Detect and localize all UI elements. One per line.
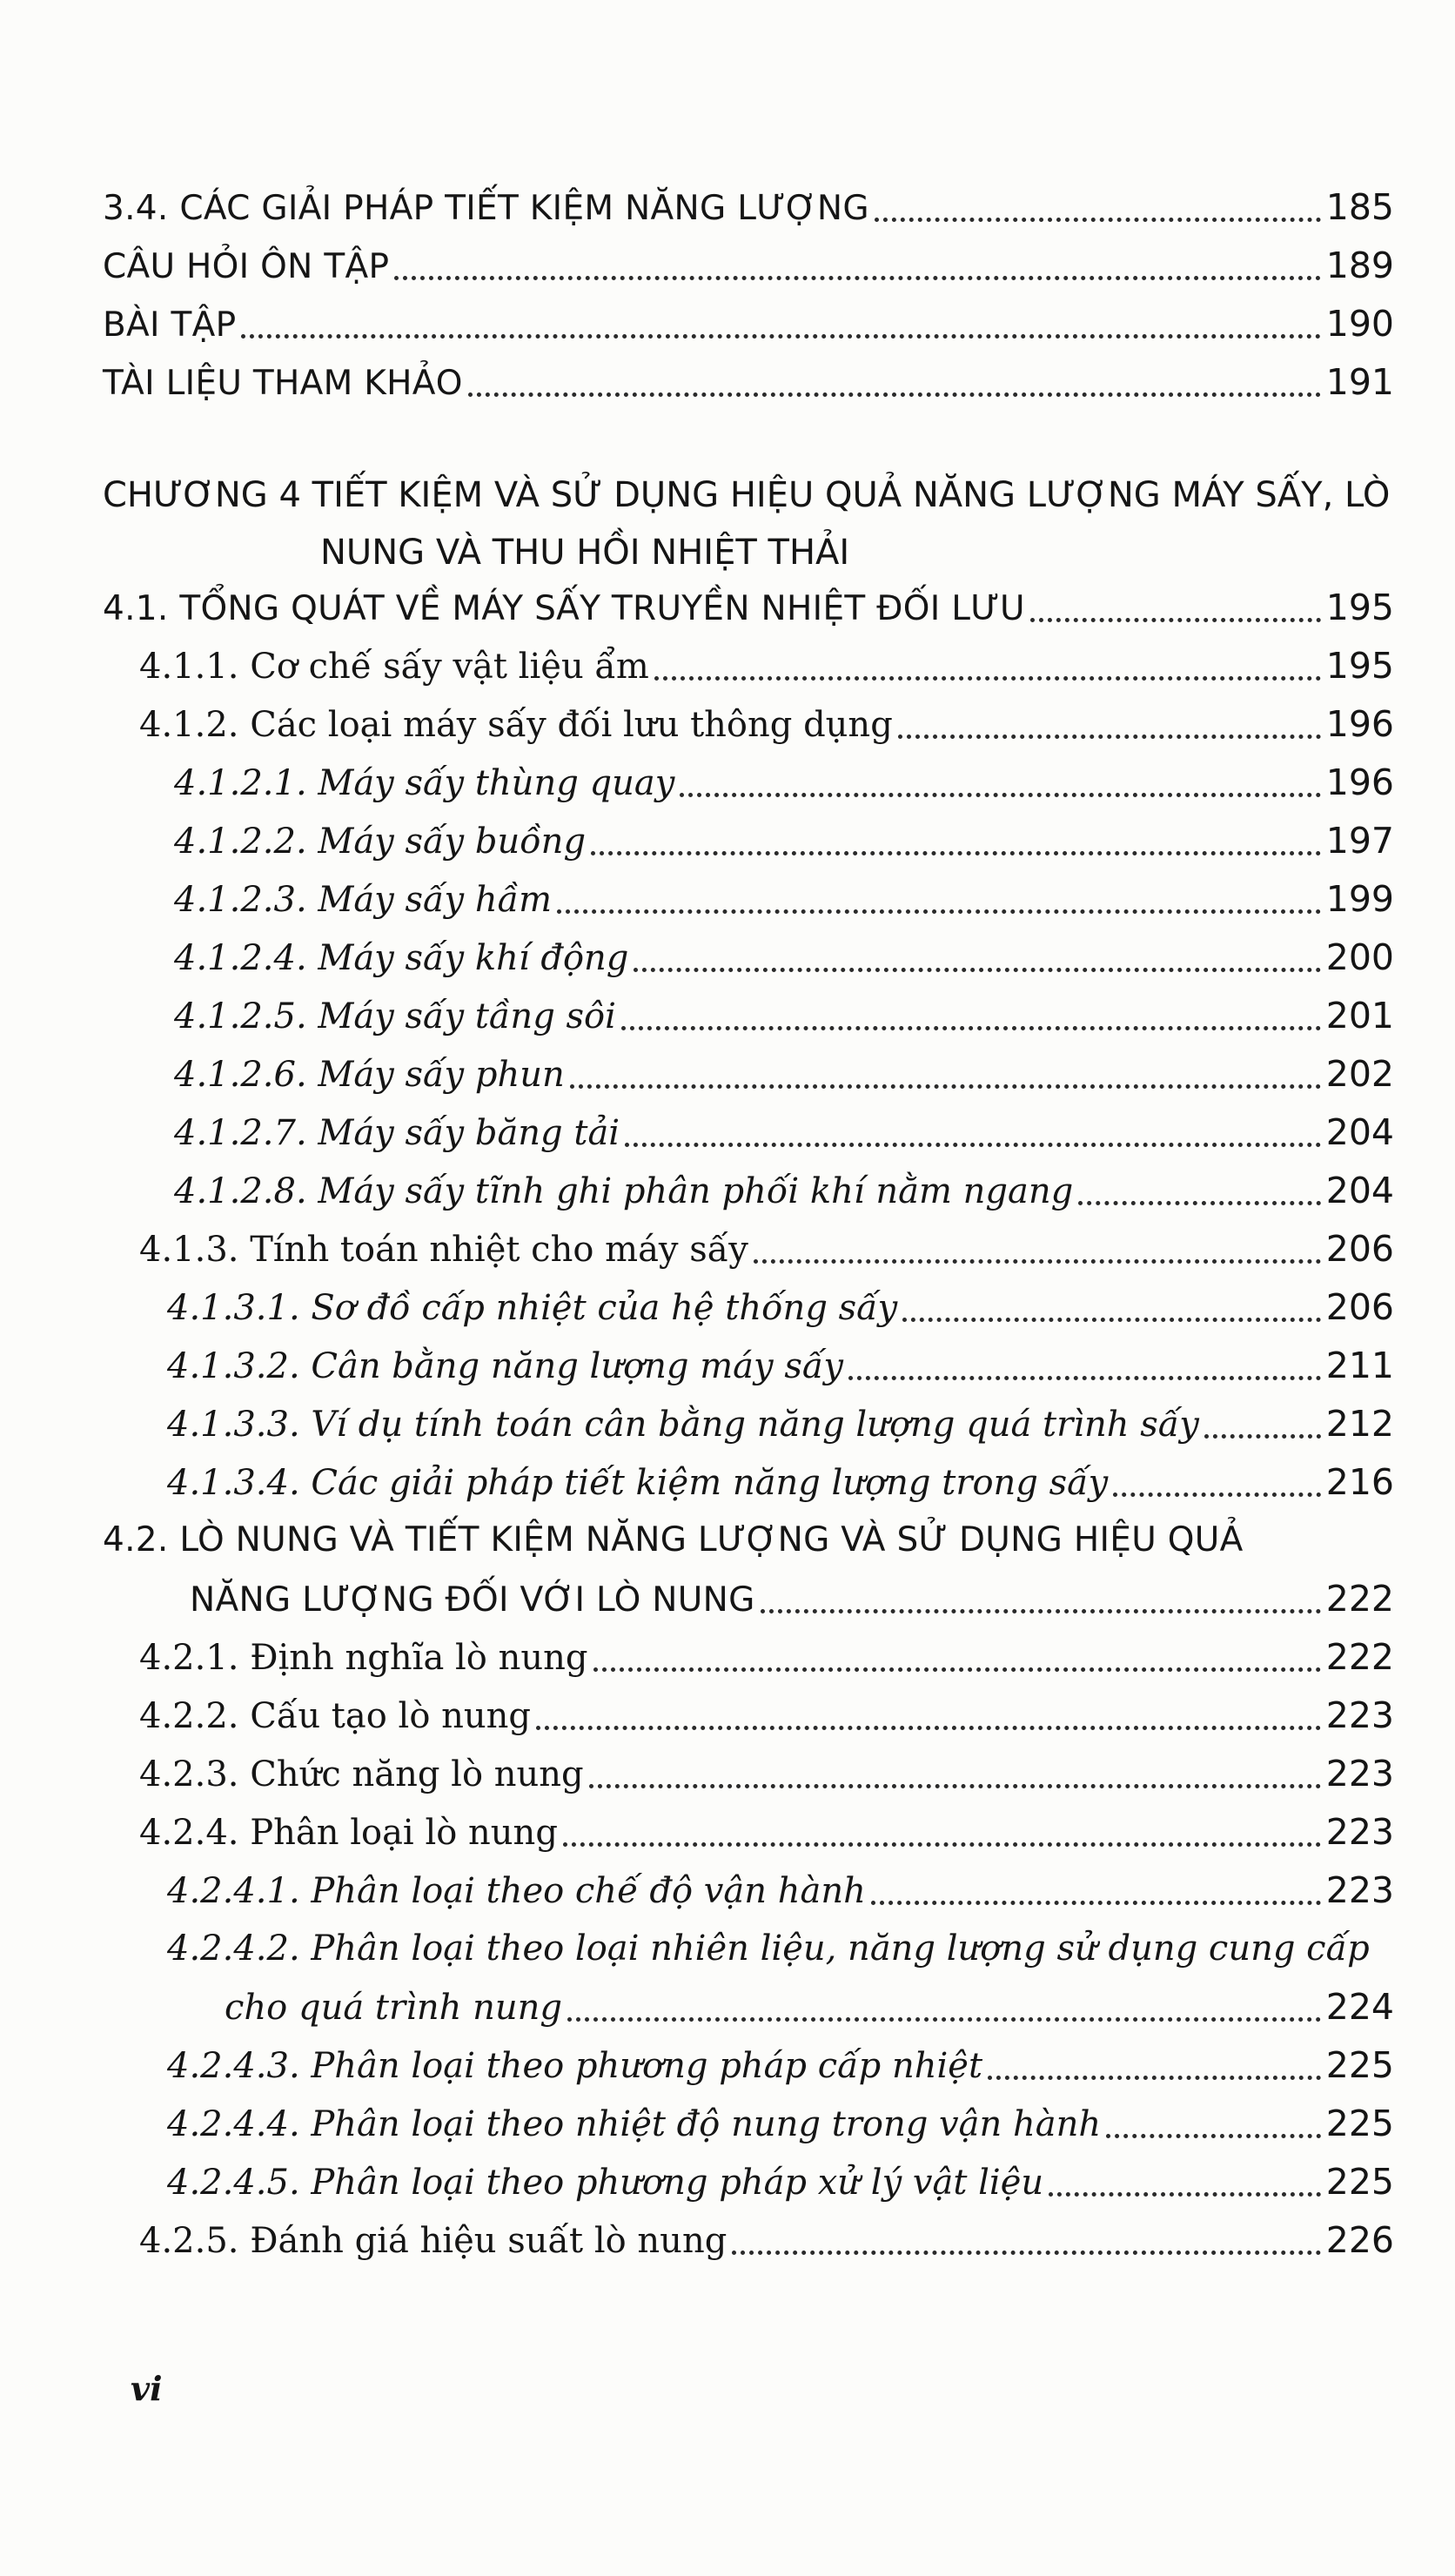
dot-leader [536,1726,1321,1730]
toc-entry-page: 189 [1325,245,1394,286]
toc-entry[interactable] [167,1278,1394,1336]
toc-entry-label: 4.2.4. Phân loại lò nung [139,1813,558,1853]
toc-entry-wrapped-line1[interactable]: 4.2.4.2. Phân loại theo loại nhiên liệu, năng lượng sử dụng cung cấp [167,1929,1370,1969]
toc-entry[interactable] [167,1337,1394,1394]
toc-entry-page: 222 [1325,1578,1394,1620]
chapter-heading-line1: CHƯƠNG 4 TIẾT KIỆM VÀ SỬ DỤNG HIỆU QUẢ NĂNG LƯỢNG MÁY SẤY, LÒ [103,475,1391,515]
toc-entry-page: 225 [1325,2103,1394,2144]
toc-entry[interactable] [167,1862,1394,1919]
toc-entry-label: BÀI TẬP [103,305,237,345]
toc-entry-page: 190 [1325,303,1394,345]
dot-leader [1204,1434,1321,1439]
toc-entry-label: 4.2.4.4. Phân loại theo nhiệt độ nung trong vận hành [167,2104,1102,2144]
toc-entry-label: 4.1.2.6. Máy sấy phun [174,1055,565,1095]
toc-entry-page: 204 [1325,1170,1394,1211]
toc-entry-page: 201 [1325,995,1394,1036]
toc-entry[interactable] [174,1162,1394,1219]
toc-entry-label: 4.1.2.2. Máy sấy buồng [174,822,587,862]
toc-entry-page: 222 [1325,1636,1394,1678]
toc-entry-label: 4.1.3.2. Cân bằng năng lượng máy sấy [167,1346,843,1386]
toc-entry-label: 4.1.1. Cơ chế sấy vật liệu ẩm [139,647,649,687]
toc-entry-label: 4.2.3. Chức năng lò nung [139,1754,584,1794]
dot-leader [634,968,1320,972]
toc-entry[interactable] [167,2036,1394,2094]
toc-entry[interactable] [174,754,1394,811]
toc-entry[interactable] [174,929,1394,986]
toc-entry-page: 195 [1325,587,1394,628]
toc-entry-label: 4.2.4.3. Phân loại theo phương pháp cấp nhiệt [167,2046,983,2086]
page-number-footer: vi [131,2369,163,2408]
dot-leader [848,1376,1321,1380]
toc-entry[interactable] [103,295,1394,352]
toc-entry-label: 4.1.2.1. Máy sấy thùng quay [174,763,675,803]
toc-entry[interactable] [139,695,1394,753]
toc-entry-label: cho quá trình nung [225,1988,563,2028]
toc-entry[interactable] [139,1220,1394,1278]
toc-entry-page: 223 [1325,1753,1394,1794]
toc-entry-page: 196 [1325,703,1394,745]
dot-leader [1078,1201,1321,1205]
dot-leader [563,1842,1321,1847]
dot-leader [241,334,1320,339]
toc-entry-page: 185 [1325,186,1394,228]
toc-entry[interactable] [225,1978,1394,2036]
toc-entry-page: 225 [1325,2161,1394,2203]
toc-entry[interactable] [167,2153,1394,2210]
toc-entry[interactable] [174,987,1394,1044]
dot-leader [1030,618,1321,622]
toc-entry-label: 4.2.1. Định nghĩa lò nung [139,1638,588,1678]
toc-entry-label: TÀI LIỆU THAM KHẢO [103,364,463,403]
dot-leader [898,735,1321,739]
toc-entry-page: 200 [1325,936,1394,978]
toc-section-4-1[interactable] [103,579,1394,636]
dot-leader [761,1609,1321,1613]
dot-leader [591,851,1321,855]
toc-section-4-2[interactable] [190,1570,1394,1627]
toc-entry-page: 197 [1325,820,1394,862]
toc-entry[interactable] [139,637,1394,694]
toc-entry-label: 3.4. CÁC GIẢI PHÁP TIẾT KIỆM NĂNG LƯỢNG [103,189,869,228]
toc-entry-label: 4.1.3. Tính toán nhiệt cho máy sấy [139,1230,748,1270]
dot-leader [654,676,1321,681]
dot-leader [754,1259,1321,1264]
toc-entry[interactable] [174,812,1394,869]
toc-entry-label: 4.1.2.4. Máy sấy khí động [174,938,629,978]
dot-leader [1113,1493,1320,1497]
toc-entry[interactable] [139,1687,1394,1744]
toc-entry-page: 195 [1325,645,1394,687]
toc-entry[interactable] [139,1745,1394,1802]
toc-entry-page: 225 [1325,2044,1394,2086]
toc-entry-label: 4.2.4.5. Phân loại theo phương pháp xử lý vật liệu [167,2163,1044,2203]
chapter-heading [103,466,1391,581]
toc-entry-label: 4.1.3.4. Các giải pháp tiết kiệm năng lượng trong sấy [167,1463,1109,1503]
dot-leader [988,2076,1321,2080]
toc-entry-label: 4.2.2. Cấu tạo lò nung [139,1696,531,1736]
toc-entry-page: 212 [1325,1403,1394,1445]
toc-entry-label: NĂNG LƯỢNG ĐỐI VỚI LÒ NUNG [190,1580,755,1620]
toc-entry[interactable] [139,1803,1394,1861]
dot-leader [589,1784,1321,1788]
toc-section-4-2-line1[interactable]: 4.2. LÒ NUNG VÀ TIẾT KIỆM NĂNG LƯỢNG VÀ SỬ DỤNG HIỆU QUẢ [103,1520,1244,1560]
toc-entry-label: 4.1.2.8. Máy sấy tĩnh ghi phân phối khí nằm ngang [174,1171,1074,1211]
toc-entry-label: CÂU HỎI ÔN TẬP [103,247,390,286]
toc-entry-label: 4.1.2.7. Máy sấy băng tải [174,1113,620,1153]
dot-leader [570,1084,1321,1089]
toc-entry[interactable] [103,237,1394,294]
dot-leader [732,2251,1320,2255]
dot-leader [593,1667,1321,1672]
chapter-heading-line2: NUNG VÀ THU HỒI NHIỆT THẢI [320,533,850,573]
toc-entry-page: 206 [1325,1228,1394,1270]
dot-leader [468,392,1321,397]
toc-entry[interactable] [174,1045,1394,1103]
toc-entry-page: 223 [1325,1694,1394,1736]
toc-entry-page: 196 [1325,761,1394,803]
toc-entry-page: 199 [1325,878,1394,920]
toc-entry[interactable] [103,178,1394,236]
dot-leader [1106,2134,1321,2138]
toc-entry[interactable] [139,2211,1394,2269]
toc-entry[interactable] [103,353,1394,411]
toc-entry-label: 4.1.3.1. Sơ đồ cấp nhiệt của hệ thống sấy [167,1288,898,1328]
dot-leader [1049,2192,1321,2197]
dot-leader [621,1026,1321,1030]
toc-entry-page: 223 [1325,1869,1394,1911]
toc-entry-label: 4.1. TỔNG QUÁT VỀ MÁY SẤY TRUYỀN NHIỆT ĐỐI LƯU [103,589,1025,628]
dot-leader [871,1901,1321,1905]
toc-entry-label: 4.2.4.1. Phân loại theo chế độ vận hành [167,1871,866,1911]
toc-entry[interactable] [167,1395,1394,1452]
toc-entry-page: 216 [1325,1461,1394,1503]
dot-leader [680,793,1320,797]
toc-entry[interactable] [174,1104,1394,1161]
dot-leader [567,2017,1321,2022]
dot-leader [875,218,1321,222]
dot-leader [557,909,1321,914]
toc-entry-page: 224 [1325,1986,1394,2028]
dot-leader [625,1143,1321,1147]
toc-entry-label: 4.1.3.3. Ví dụ tính toán cân bằng năng lượng quá trình sấy [167,1405,1199,1445]
toc-entry-page: 206 [1325,1286,1394,1328]
toc-entry[interactable] [167,1453,1394,1511]
toc-entry-page: 204 [1325,1111,1394,1153]
toc-entry-page: 211 [1325,1345,1394,1386]
toc-entry-label: 4.2.5. Đánh giá hiệu suất lò nung [139,2221,728,2261]
toc-entry-page: 202 [1325,1053,1394,1095]
toc-entry-page: 191 [1325,361,1394,403]
toc-entry-label: 4.1.2.3. Máy sấy hầm [174,880,553,920]
dot-leader [394,276,1320,280]
toc-entry[interactable] [139,1628,1394,1686]
toc-entry-label: 4.1.2. Các loại máy sấy đối lưu thông dụng [139,705,893,745]
toc-entry-label: 4.1.2.5. Máy sấy tầng sôi [174,996,616,1036]
toc-entry-page: 226 [1325,2219,1394,2261]
toc-entry[interactable] [174,870,1394,928]
toc-entry[interactable] [167,2095,1394,2152]
toc-entry-page: 223 [1325,1811,1394,1853]
dot-leader [902,1318,1320,1322]
